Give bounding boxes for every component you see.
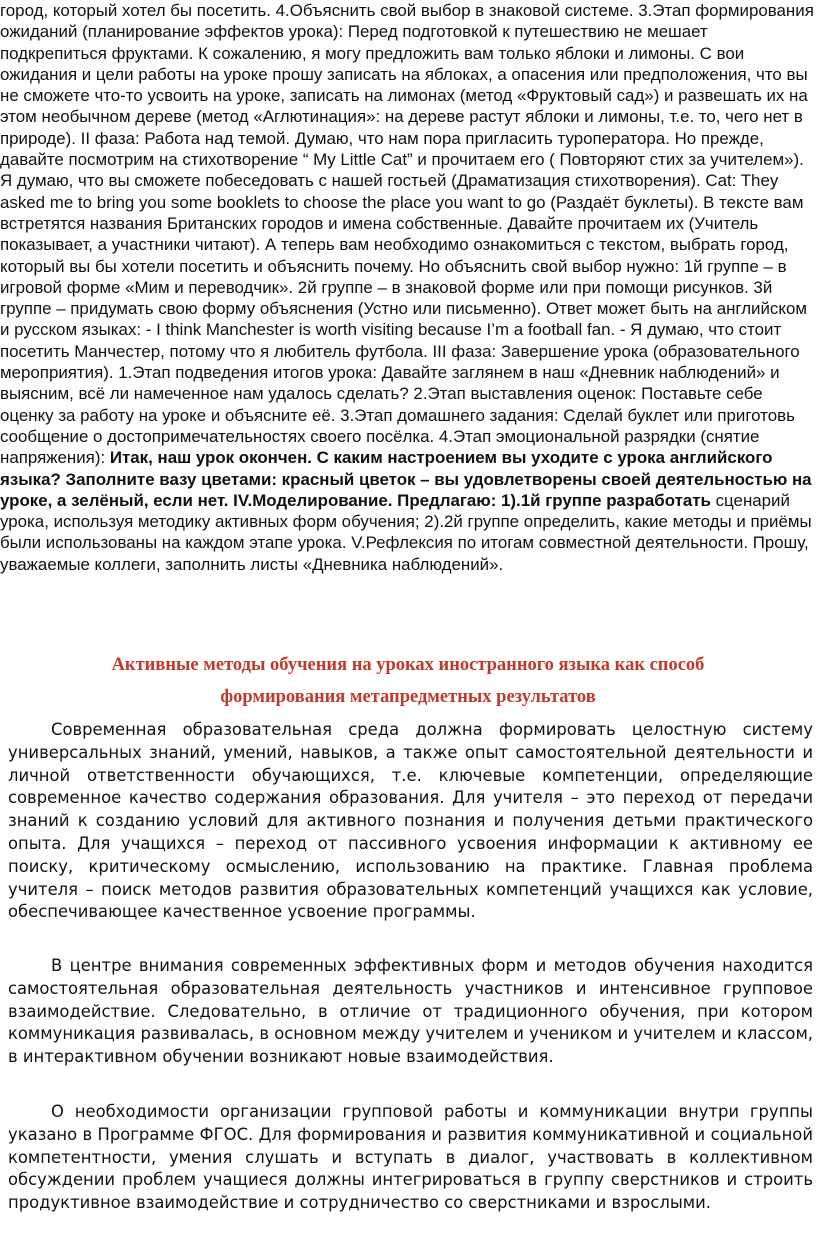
lesson-plan-text-tail: сценарий урока, используя методику активных форм обучения; 2).2й группе определить, какие методы и приёмы были использованы на каждом этапе урока. V.Рефлексия по итогам совместной деятельности. Прошу, уважаемые коллеги, заполнить листы «Дневника наблюдений».	[0, 490, 812, 574]
article-paragraph-2: В центре внимания современных эффективных форм и методов обучения находится самостоятельная образовательная деятельность участников и интенсивное групповое взаимодействие. Следовательно, в отличие от традиционного обучения, при котором коммуникация развивалась, в основном между учителем и учеником и учителем и классом, в интерактивном обучении возникают новые взаимодействия.	[8, 956, 814, 1067]
article-title-line-1: Активные методы обучения на уроках иностранного языка как способ	[111, 655, 705, 675]
lesson-plan-text-regular: город, который хотел бы посетить. 4.Объяснить свой выбор в знаковой системе. 3.Этап формирования ожиданий (планирование эффектов урока): Перед подготовкой к путешествию не мешает подкрепиться фруктами. К сожалению, я могу предложить вам только яблоки и лимоны. С вои ожидания и цели работы на уроке прошу записать на яблоках, а опасения или предположения, что вы не сможете что-то усвоить на уроке, записать на лимонах (метод «Фруктовый сад») и развешать их на этом необычном дереве (метод «Аглютинация»: на дереве растут яблоки и лимоны, т.е. то, чего нет в природе). II фаза: Работа над темой. Думаю, что нам пора пригласить туроператора. Но прежде, давайте посмотрим на стихотворение “ My Little Cat” и прочитаем его ( Повторяют стих за учителем»). Я думаю, что вы сможете побеседовать с нашей гостьей (Драматизация стихотворения). Cat: They asked me to bring you some booklets to choose the place you want to go (Раздаёт буклеты). В тексте вам встретятся названия Британских городов и имена собственные. Давайте прочитаем их (Учитель показывает, а участники читают). А теперь вам необходимо ознакомиться с текстом, выбрать город, который вы бы хотели посетить и объяснить почему. Но объяснить свой выбор нужно: 1й группе – в игровой форме «Мим и переводчик». 2й группе – в знаковой форме или при помощи рисунков. 3й группе – придумать свою форму объяснения (Устно или письменно). Ответ может быть на английском и русском языках: - I think Manchester is worth visiting because I’m a football fan. - Я думаю, что стоит посетить Манчестер, потому что я любитель футбола. III фаза: Завершение урока (образовательного мероприятия). 1.Этап подведения итогов урока: Давайте заглянем в наш «Дневник наблюдений» и выясним, всё ли намеченное нам удалось сделать? 2.Этап выставления оценок: Поставьте себе оценку за работу на уроке и объясните её. 3.Этап домашнего задания: Сделай буклет или приготовь сообщение о достопримечательностях своего посёлка. 4.Этап эмоциональной разрядки (снятие напряжения):	[0, 1, 814, 468]
article-title-line-2: формирования метапредметных результатов	[220, 687, 596, 707]
article-paragraph-1: Современная образовательная среда должна формировать целостную систему универсальных знаний, умений, навыков, а также опыт самостоятельной деятельности и личной ответственности обучающихся, т.е. ключевые компетенции, определяющие современное качество содержания образования. Для учителя – это переход от передачи знаний к созданию условий для активного познания и получения детьми практического опыта. Для учащихся – переход от пассивного усвоения информации к активному ее поиску, критическому осмыслению, использованию на практике. Главная проблема учителя – поиск методов развития образовательных компетенций учащихся как условие, обеспечивающее качественное усвоение программы.	[8, 720, 813, 922]
lesson-plan-text-bold: Итак, наш урок окончен. С каким настроением вы уходите с урока английского языка? Заполните вазу цветами: красный цветок – вы удовлетворены своей деятельностью на уроке, а зелёный, если нет. IV.Моделирование. Предлагаю: 1).1й группе разработать	[0, 448, 812, 510]
lesson-plan-text	[0, 0, 816, 575]
article-paragraph-3: О необходимости организации групповой работы и коммуникации внутри группы указано в Программе ФГОС. Для формирования и развития коммуникативной и социальной компетентности, умения слушать и вступать в диалог, участвовать в коллективном обсуждении проблем учащиеся должны интегрироваться в группу сверстников и строить продуктивное взаимодействие и сотрудничество со сверстниками и взрослыми.	[8, 1102, 813, 1213]
